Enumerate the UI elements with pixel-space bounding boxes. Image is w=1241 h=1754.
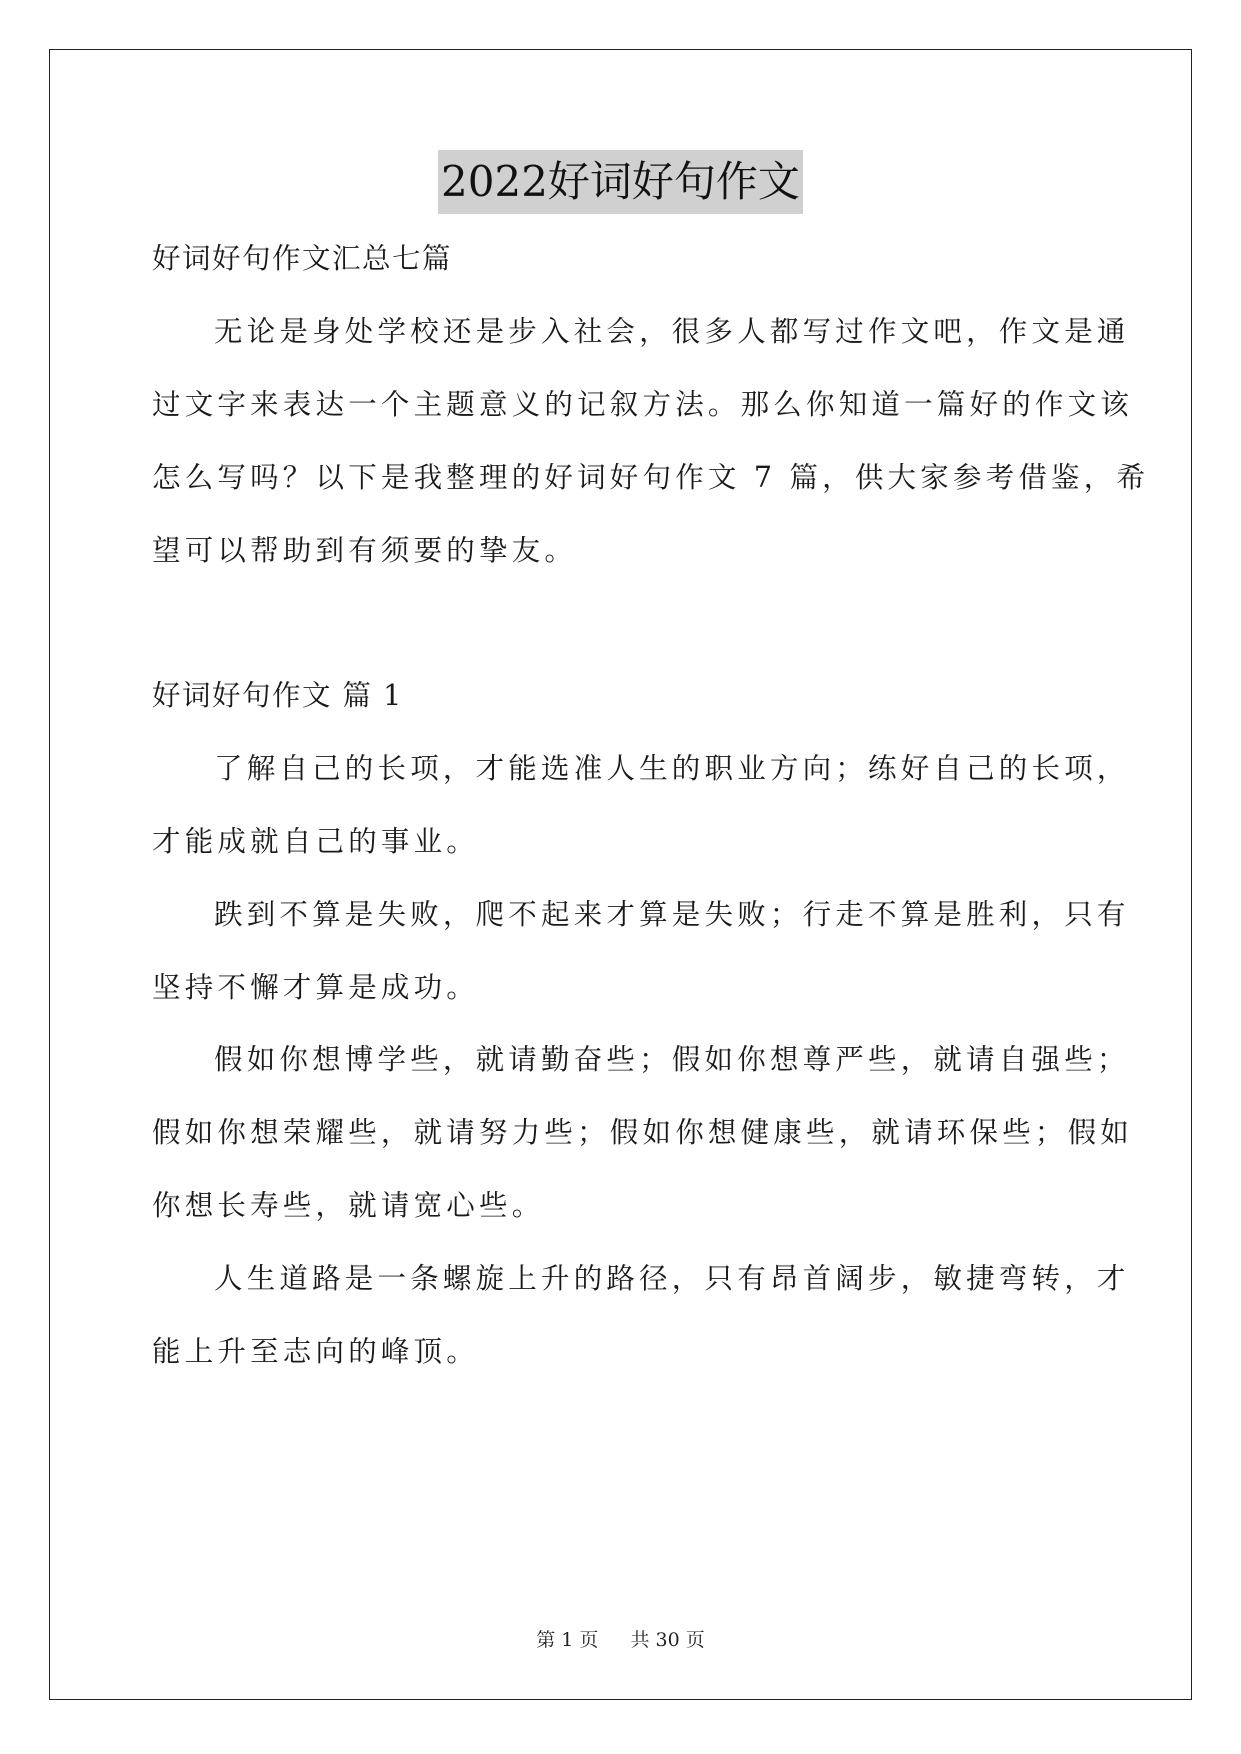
- page-border: [49, 49, 1192, 1700]
- page-total: 共 30 页: [630, 1629, 705, 1651]
- paragraph-line: 假如你想荣耀些，就请努力些；假如你想健康些，就请环保些；假如: [152, 1116, 1134, 1149]
- paragraph-line: 人生道路是一条螺旋上升的路径，只有昂首阔步，敏捷弯转，才: [214, 1262, 1130, 1295]
- paragraph-line: 你想长寿些，就请宽心些。: [152, 1189, 545, 1222]
- section-heading: 好词好句作文 篇 1: [152, 679, 403, 712]
- page-number: 第 1 页: [536, 1629, 599, 1651]
- intro-line: 过文字来表达一个主题意义的记叙方法。那么你知道一篇好的作文该: [152, 388, 1134, 421]
- paragraph-line: 跌到不算是失败，爬不起来才算是失败；行走不算是胜利，只有: [214, 898, 1130, 931]
- paragraph-line: 坚持不懈才算是成功。: [152, 971, 480, 1004]
- paragraph-line: 假如你想博学些，就请勤奋些；假如你想尊严些，就请自强些；: [214, 1043, 1130, 1076]
- intro-line: 无论是身处学校还是步入社会，很多人都写过作文吧，作文是通: [214, 315, 1130, 348]
- intro-line: 望可以帮助到有须要的挚友。: [152, 534, 578, 567]
- intro-line: 怎么写吗？以下是我整理的好词好句作文 7 篇，供大家参考借鉴，希: [152, 461, 1150, 494]
- title-container: [0, 150, 1241, 214]
- document-title: 2022好词好句作文: [438, 150, 803, 214]
- subtitle: 好词好句作文汇总七篇: [152, 242, 453, 275]
- paragraph-line: 能上升至志向的峰顶。: [152, 1335, 480, 1368]
- page-footer: [0, 1627, 1241, 1653]
- paragraph-line: 才能成就自己的事业。: [152, 825, 480, 858]
- paragraph-line: 了解自己的长项，才能选准人生的职业方向；练好自己的长项，: [214, 752, 1130, 785]
